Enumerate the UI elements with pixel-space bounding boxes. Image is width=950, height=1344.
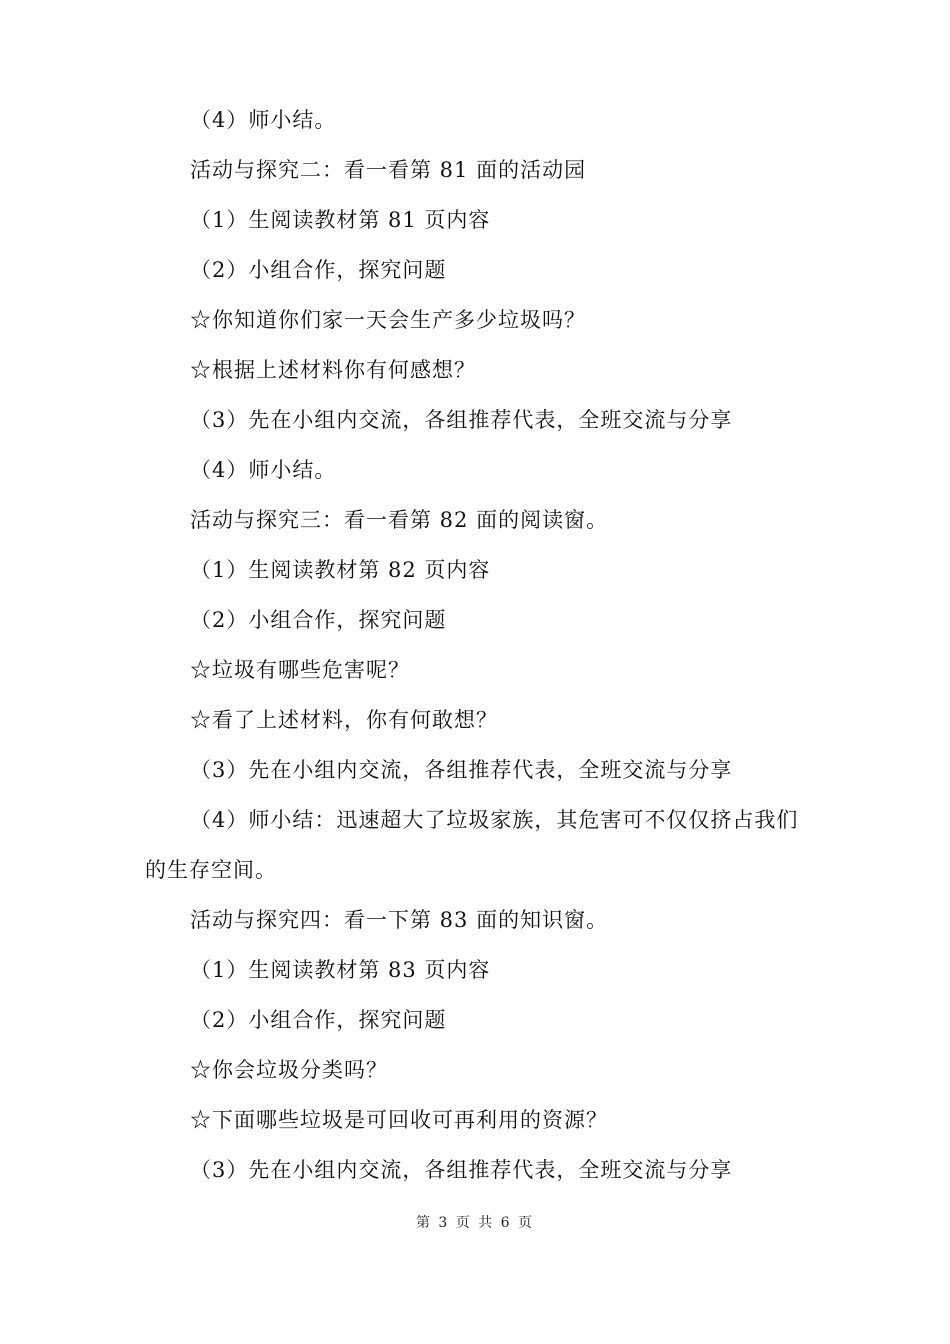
paragraph-line: （4）师小结。 <box>190 458 337 482</box>
question-line: ☆你知道你们家一天会生产多少垃圾吗？ <box>190 308 586 332</box>
paragraph-line: （1）生阅读教材第 82 页内容 <box>190 558 491 582</box>
paragraph-line-continued: 的生存空间。 <box>145 858 277 882</box>
question-line: ☆看了上述材料，你有何敢想？ <box>190 708 498 732</box>
section-heading: 活动与探究二：看一看第 81 面的活动园 <box>190 158 587 182</box>
question-line: ☆你会垃圾分类吗？ <box>190 1058 388 1082</box>
question-line: ☆垃圾有哪些危害呢？ <box>190 658 410 682</box>
section-heading: 活动与探究三：看一看第 82 面的阅读窗。 <box>190 508 609 532</box>
paragraph-line: （2）小组合作，探究问题 <box>190 1008 447 1032</box>
paragraph-line: （3）先在小组内交流，各组推荐代表，全班交流与分享 <box>190 408 733 432</box>
question-line: ☆根据上述材料你有何感想？ <box>190 358 476 382</box>
paragraph-line: （3）先在小组内交流，各组推荐代表，全班交流与分享 <box>190 758 733 782</box>
paragraph-line: （2）小组合作，探究问题 <box>190 258 447 282</box>
page-number-footer: 第 3 页 共 6 页 <box>415 1215 535 1231</box>
paragraph-line: （1）生阅读教材第 83 页内容 <box>190 958 491 982</box>
question-line: ☆下面哪些垃圾是可回收可再利用的资源？ <box>190 1108 608 1132</box>
paragraph-line: （4）师小结：迅速超大了垃圾家族，其危害可不仅仅挤占我们 <box>190 808 799 832</box>
paragraph-line: （1）生阅读教材第 81 页内容 <box>190 208 491 232</box>
paragraph-line: （2）小组合作，探究问题 <box>190 608 447 632</box>
paragraph-line: （4）师小结。 <box>190 108 337 132</box>
paragraph-line: （3）先在小组内交流，各组推荐代表，全班交流与分享 <box>190 1158 733 1182</box>
section-heading: 活动与探究四：看一下第 83 面的知识窗。 <box>190 908 609 932</box>
